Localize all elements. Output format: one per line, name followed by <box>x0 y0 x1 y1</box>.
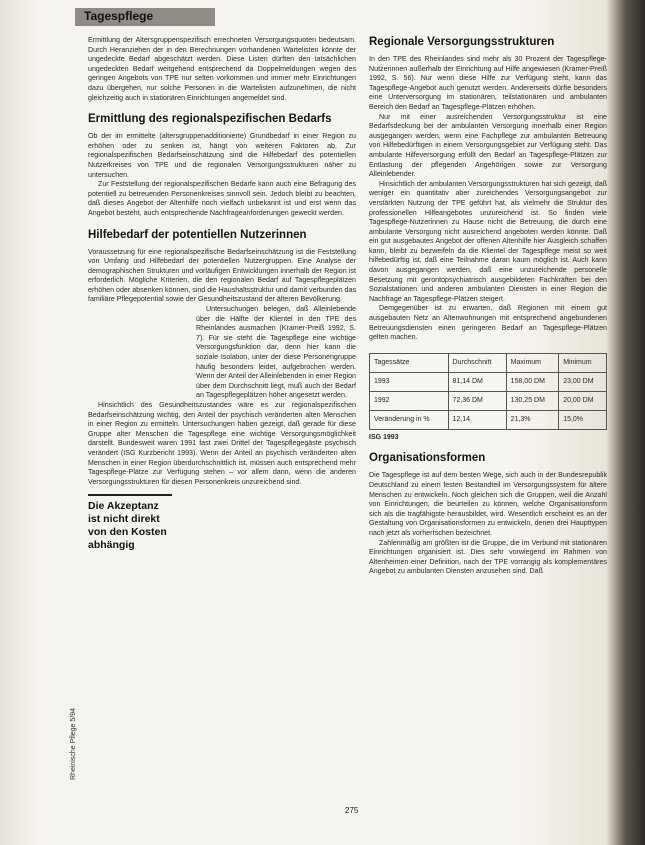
table-cell: 81,14 DM <box>448 372 506 391</box>
right-column <box>369 36 607 577</box>
heading-regional: Ermittlung des regionalspezifischen Bedarfs <box>88 113 332 126</box>
paragraph: Ob der im ermittelte (altersgruppenadditionierte) Grundbedarf in einer Region zu erhöhen oder zu senken ist, hängt von weiteren Faktoren ab. Zur regionalspezifischen Bedarfseinschätzung sind die Hilfebedarf des potentiellen Nutzerkreises von TPE und die regionalen Versorgungsstrukturen näher zu untersuchen. <box>88 132 356 179</box>
paragraph: Die Tagespflege ist auf dem besten Wege, sich auch in der Bundesrepublik Deutschland zu einem festen Bestandteil im Versorgungssystem für ältere Menschen zu entwickeln. Noch gleichen sich die Gruppen, weil die Anzahl von Einrichtungen, die beurteilen zu können, welche Organisationsform sich als die tragfähigste herausbildet, wird. Wesentlich erscheint es an der Gestaltung von Organisationsformen zu entwickeln, denen drei Haupttypen nach jetzt als vorherrschen bezeichnet. <box>369 471 607 537</box>
table-cell: 72,36 DM <box>448 391 506 410</box>
tagessaetze-table <box>369 353 607 430</box>
paragraph: Hinsichtlich der ambulanten Versorgungsstrukturen hat sich gezeigt, daß weniger ein quantitativ aber zureichendes Versorgungsangebot zur verstärkten Nutzung der TPE geführt hat, als vielmehr die Struktur des professionellen Hilfeangebotes unzureichend ist. So finden viele Tagespflege-Nutzerinnen zu Hause nicht die Betreuung, die durch eine ambulante Versorgung nicht ausreichend angeboten werden könnte. Daß ein gut ausgebautes Angebot der offenen Altenhilfe hier Ausgleich schaffen kann, bleibt zu bezweifeln da die Klientel der Tagespflege meist so weit hilfebedürftig ist, daß eine Teilnahme daran kaum möglich ist. Auch kann davon ausgegangen werden, daß eine unzureichende personelle Besetzung mit gerontopsychiatrisch ausgebildeten Fachkräften bei den Sozialstationen und anderen ambulanten Diensten in einer Region die Nachfrage an Tagespflege-Plätzen steigert. <box>369 179 607 303</box>
paragraph: Hinsichtlich des Gesundheitszustandes wäre es zur regionalspezifischen Bedarfseinschätzung wichtig, den Anteil der psychisch veränderten alten Menschen in einer Region zu ermitteln. Untersuchungen haben gezeigt, daß gerade für diese Gruppe alter Menschen die Tagespflege eine wichtige Versorgungsmöglichkeit darstellt. Bundesweit waren 1991 fast zwei Drittel der Tagespflegegäste psychisch verändert (ISG Kurzbericht 1993). Wenn der Anteil an psychisch veränderten alten Menschen in einer Region überdurchschnittlich ist, müssen auch entsprechend mehr Tagespflege-Plätze zur Verfügung stehen – vor allem dann, wenn die anderen Versorgungsstrukturen für diesen Personenkreis unzureichend sind. <box>88 401 356 486</box>
table-header-cell: Minimum <box>559 353 607 372</box>
paragraph: Zur Feststellung der regionalspezifischen Bedarfe kann auch eine Befragung des potentiell zu betreuenden Personenkreises sinnvoll sein. Jedoch bleibt zu beachten, daß dieses Angebot der Altenhilfe noch vielfach unbekannt ist und erst wenn das Angebot besteht, auch entsprechende Nachfrageanforderungen geweckt werden. <box>88 180 356 217</box>
table-header-row <box>370 353 607 372</box>
table-cell: 20,00 DM <box>559 391 607 410</box>
heading-versorgung: Regionale Versorgungsstrukturen <box>369 36 555 48</box>
table-header-cell: Maximum <box>506 353 559 372</box>
table-cell: 12,14 <box>448 410 506 429</box>
heading-organisation: Organisationsformen <box>369 452 486 465</box>
heading-hilfebedarf: Hilfebedarf der potentiellen Nutzerinnen <box>88 228 307 241</box>
paragraph: Voraussetzung für eine regionalspezifische Bedarfseinschätzung ist die Feststellung von Umfang und Hilfebedarf der potentiellen Nutzergruppen. Eine Analyse der demographischen Strukturen und vorläufigen Entwicklungen innerhalb der Region ist erforderlich. Mögliche Kriterien, die den regionalen Bedarf auf Tagespflegeplätzen erhöhen oder absenken können, sind die Haushaltsstruktur und damit verbunden das familiäre Pflegepotential sowie der Gesundheitszustand der älteren Bevölkerung. <box>88 247 356 304</box>
section-title: Tagespflege <box>84 9 154 23</box>
intro-paragraph: Ermittlung der Altersgruppenspezifisch errechneten Versorgungsquoten bedeutsam. Durch Heranziehen der in den Berechnungen vorhandenen Wartelisten könnte der ungedeckte Bedarf abgeschätzt werden. Diese Listen dürften den tatsächlichen ungedeckten Bedarf weitgehend entsprechend da Doppelmeldungen wegen des geringen Angebots von TPE nur selten vorkommen und immer mehr Einrichtungen dazu übergehen, nur solche Personen in die Wartelisten aufzunehmen, die nicht gleichzeitig auch in stationären Einrichtungen angemeldet sind. <box>88 36 356 102</box>
table-cell: 21,3% <box>506 410 559 429</box>
paragraph: Nur mit einer ausreichenden Versorgungsstruktur ist eine Bedarfsdeckung bei der ambulanten Versorgung innerhalb einer Region ausgegangen werden, wenn eine Fachpflege zur ambulanten Betreuung von Hilfebedürftigen in einem Versorgungsgebiet zur Verfügung steht. Das ambulante Hilfeversorgung erfüllt den Bedarf an Tagespflege-Plätzen zur Entlastung der pflegenden Angehörigen sowie zur Versorgung Alleinlebender. <box>369 112 607 179</box>
table-cell: 158,00 DM <box>506 372 559 391</box>
table-cell: 15,0% <box>559 410 607 429</box>
table-row <box>370 391 607 410</box>
journal-side-note: Rheinische Pflege 5/94 <box>70 708 77 780</box>
left-column <box>88 36 356 487</box>
table-cell: 1992 <box>370 391 449 410</box>
table-row <box>370 372 607 391</box>
pull-quote: Die Akzeptanz ist nicht direkt von den Kosten abhängig <box>88 494 172 552</box>
table-row <box>370 410 607 429</box>
table-header-cell: Tagessätze <box>370 353 449 372</box>
table-source: ISG 1993 <box>369 433 399 441</box>
table-cell: 1993 <box>370 372 449 391</box>
table-cell: Veränderung in % <box>370 410 449 429</box>
table-cell: 23,00 DM <box>559 372 607 391</box>
paragraph: Zahlenmäßig am größten ist die Gruppe, die im Verbund mit stationären Einrichtungen organisiert ist. Dies sehr vorwiegend im Rahmen von Altenheimen einer Definition, nach der TPE vorrangig als komplementäres Angebot zu ambulanten Diensten anzusehen sind. Daß <box>369 538 607 576</box>
table-header-cell: Durchschnitt <box>448 353 506 372</box>
paragraph: In den TPE des Rheinlandes sind mehr als 30 Prozent der Tagespflege-Nutzerinnen außerhalb der Einrichtung auf Hilfe angewiesen (Kramer-Preiß 1992, S. 56). Nur wenn diese Hilfe zur Verfügung steht, kann das Tagespflege-Angebot auch genutzt werden. Andererseits dürfte besonders eine Unterversorgung im stationären, teilstationären und ambulanten Bereich den Bedarf an Tagespflege-Plätzen erhöhen. <box>369 55 607 111</box>
paragraph: Demgegenüber ist zu erwarten, daß Regionen mit einem gut ausgebauten Netz an Altenwohnungen mit entsprechend angebundenen Betreuungsdiensten einen geringeren Bedarf an Tagespflege-Plätzen gelten machen. <box>369 304 607 342</box>
page-number: 275 <box>345 806 359 815</box>
paragraph: Untersuchungen belegen, daß Alleinlebende über die Hälfte der Klientel in den TPE des Rheinlandes ausmachen (Kramer-Preiß 1992, S. 7). Für sie steht die Tagespflege eine wichtige Versorgungsfunktion dar, denn hier kann die soziale Isolation, unter der diese Personengruppe häufig besonders leidet, aufgebrochen werden. Wenn der Anteil der Alleinlebenden in einer Region über dem Durchschnitt liegt, muß auch der Bedarf an Tagespflegeplätzen höher angesetzt werden. <box>196 305 356 400</box>
table-cell: 130,25 DM <box>506 391 559 410</box>
